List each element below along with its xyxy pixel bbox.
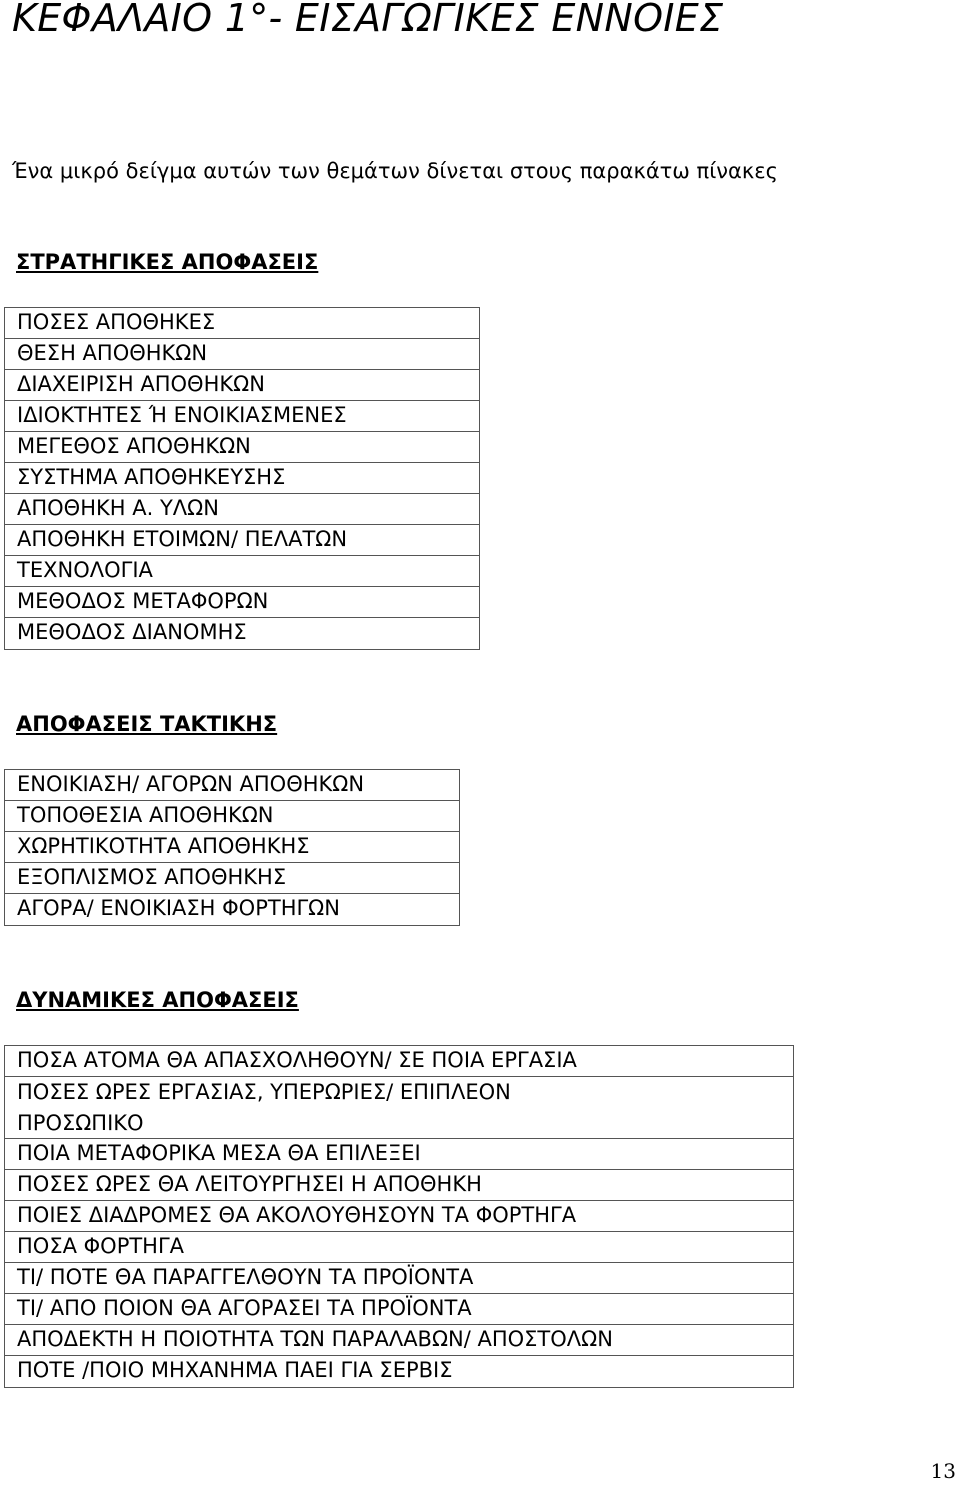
table-row: ΜΕΘΟΔΟΣ ΜΕΤΑΦΟΡΩΝ xyxy=(5,587,479,618)
dynamic-decisions-heading: ΔΥΝΑΜΙΚΕΣ ΑΠΟΦΑΣΕΙΣ xyxy=(16,988,299,1012)
table-row: ΠΟΣΕΣ ΑΠΟΘΗΚΕΣ xyxy=(5,308,479,339)
table-row: ΜΕΘΟΔΟΣ ΔΙΑΝΟΜΗΣ xyxy=(17,620,247,644)
table-row: ΠΟΙΑ ΜΕΤΑΦΟΡΙΚΑ ΜΕΣΑ ΘΑ ΕΠΙΛΕΞΕΙ xyxy=(5,1139,793,1170)
table-row: ΕΝΟΙΚΙΑΣΗ/ ΑΓΟΡΩΝ ΑΠΟΘΗΚΩΝ xyxy=(5,770,459,801)
table-row: ΘΕΣΗ ΑΠΟΘΗΚΩΝ xyxy=(5,339,479,370)
table-row: ΤΟΠΟΘΕΣΙΑ ΑΠΟΘΗΚΩΝ xyxy=(5,801,459,832)
table-row: ΜΕΓΕΘΟΣ ΑΠΟΘΗΚΩΝ xyxy=(5,432,479,463)
tactical-decisions-heading: ΑΠΟΦΑΣΕΙΣ ΤΑΚΤΙΚΗΣ xyxy=(16,712,278,736)
page-number: 13 xyxy=(930,1459,956,1483)
table-row: ΑΠΟΘΗΚΗ Α. ΥΛΩΝ xyxy=(5,494,479,525)
table-row: ΣΥΣΤΗΜΑ ΑΠΟΘΗΚΕΥΣΗΣ xyxy=(5,463,479,494)
table-row: ΤΙ/ ΠΟΤΕ ΘΑ ΠΑΡΑΓΓΕΛΘΟΥΝ ΤΑ ΠΡΟΪΟΝΤΑ xyxy=(5,1263,793,1294)
intro-paragraph: Ένα μικρό δείγμα αυτών των θεμάτων δίνεται στους παρακάτω πίνακες xyxy=(12,159,778,183)
dynamic-decisions-table xyxy=(4,1045,794,1388)
tactical-decisions-table xyxy=(4,769,460,926)
table-row: ΧΩΡΗΤΙΚΟΤΗΤΑ ΑΠΟΘΗΚΗΣ xyxy=(5,832,459,863)
table-row: ΔΙΑΧΕΙΡΙΣΗ ΑΠΟΘΗΚΩΝ xyxy=(5,370,479,401)
table-row: ΑΓΟΡΑ/ ΕΝΟΙΚΙΑΣΗ ΦΟΡΤΗΓΩΝ xyxy=(17,896,340,920)
table-row: ΠΟΣΕΣ ΩΡΕΣ ΘΑ ΛΕΙΤΟΥΡΓΗΣΕΙ Η ΑΠΟΘΗΚΗ xyxy=(5,1170,793,1201)
table-row: ΑΠΟΘΗΚΗ ΕΤΟΙΜΩΝ/ ΠΕΛΑΤΩΝ xyxy=(5,525,479,556)
chapter-title: ΚΕΦΑΛΑΙΟ 1°- ΕΙΣΑΓΩΓΙΚΕΣ ΕΝΝΟΙΕΣ xyxy=(12,0,724,40)
table-row: ΠΟΣΑ ΑΤΟΜΑ ΘΑ ΑΠΑΣΧΟΛΗΘΟΥΝ/ ΣΕ ΠΟΙΑ ΕΡΓΑΣΙΑ xyxy=(5,1046,793,1077)
table-row: ΑΠΟΔΕΚΤΗ Η ΠΟΙΟΤΗΤΑ ΤΩΝ ΠΑΡΑΛΑΒΩΝ/ ΑΠΟΣΤΟΛΩΝ xyxy=(5,1325,793,1356)
table-row: ΕΞΟΠΛΙΣΜΟΣ ΑΠΟΘΗΚΗΣ xyxy=(5,863,459,894)
table-row: ΠΟΣΑ ΦΟΡΤΗΓΑ xyxy=(5,1232,793,1263)
table-row: ΠΟΙΕΣ ΔΙΑΔΡΟΜΕΣ ΘΑ ΑΚΟΛΟΥΘΗΣΟΥΝ ΤΑ ΦΟΡΤΗΓΑ xyxy=(5,1201,793,1232)
table-row: ΠΟΣΕΣ ΩΡΕΣ ΕΡΓΑΣΙΑΣ, ΥΠΕΡΩΡΙΕΣ/ ΕΠΙΠΛΕΟΝ ΠΡΟΣΩΠΙΚΟ xyxy=(5,1077,793,1139)
table-row: ΤΕΧΝΟΛΟΓΙΑ xyxy=(5,556,479,587)
table-row: ΤΙ/ ΑΠΟ ΠΟΙΟΝ ΘΑ ΑΓΟΡΑΣΕΙ ΤΑ ΠΡΟΪΟΝΤΑ xyxy=(5,1294,793,1325)
strategic-decisions-heading: ΣΤΡΑΤΗΓΙΚΕΣ ΑΠΟΦΑΣΕΙΣ xyxy=(16,250,319,274)
strategic-decisions-table xyxy=(4,307,480,650)
table-row: ΠΟΤΕ /ΠΟΙΟ ΜΗΧΑΝΗΜΑ ΠΑΕΙ ΓΙΑ ΣΕΡΒΙΣ xyxy=(17,1358,453,1382)
table-row: ΙΔΙΟΚΤΗΤΕΣ Ή ΕΝΟΙΚΙΑΣΜΕΝΕΣ xyxy=(5,401,479,432)
